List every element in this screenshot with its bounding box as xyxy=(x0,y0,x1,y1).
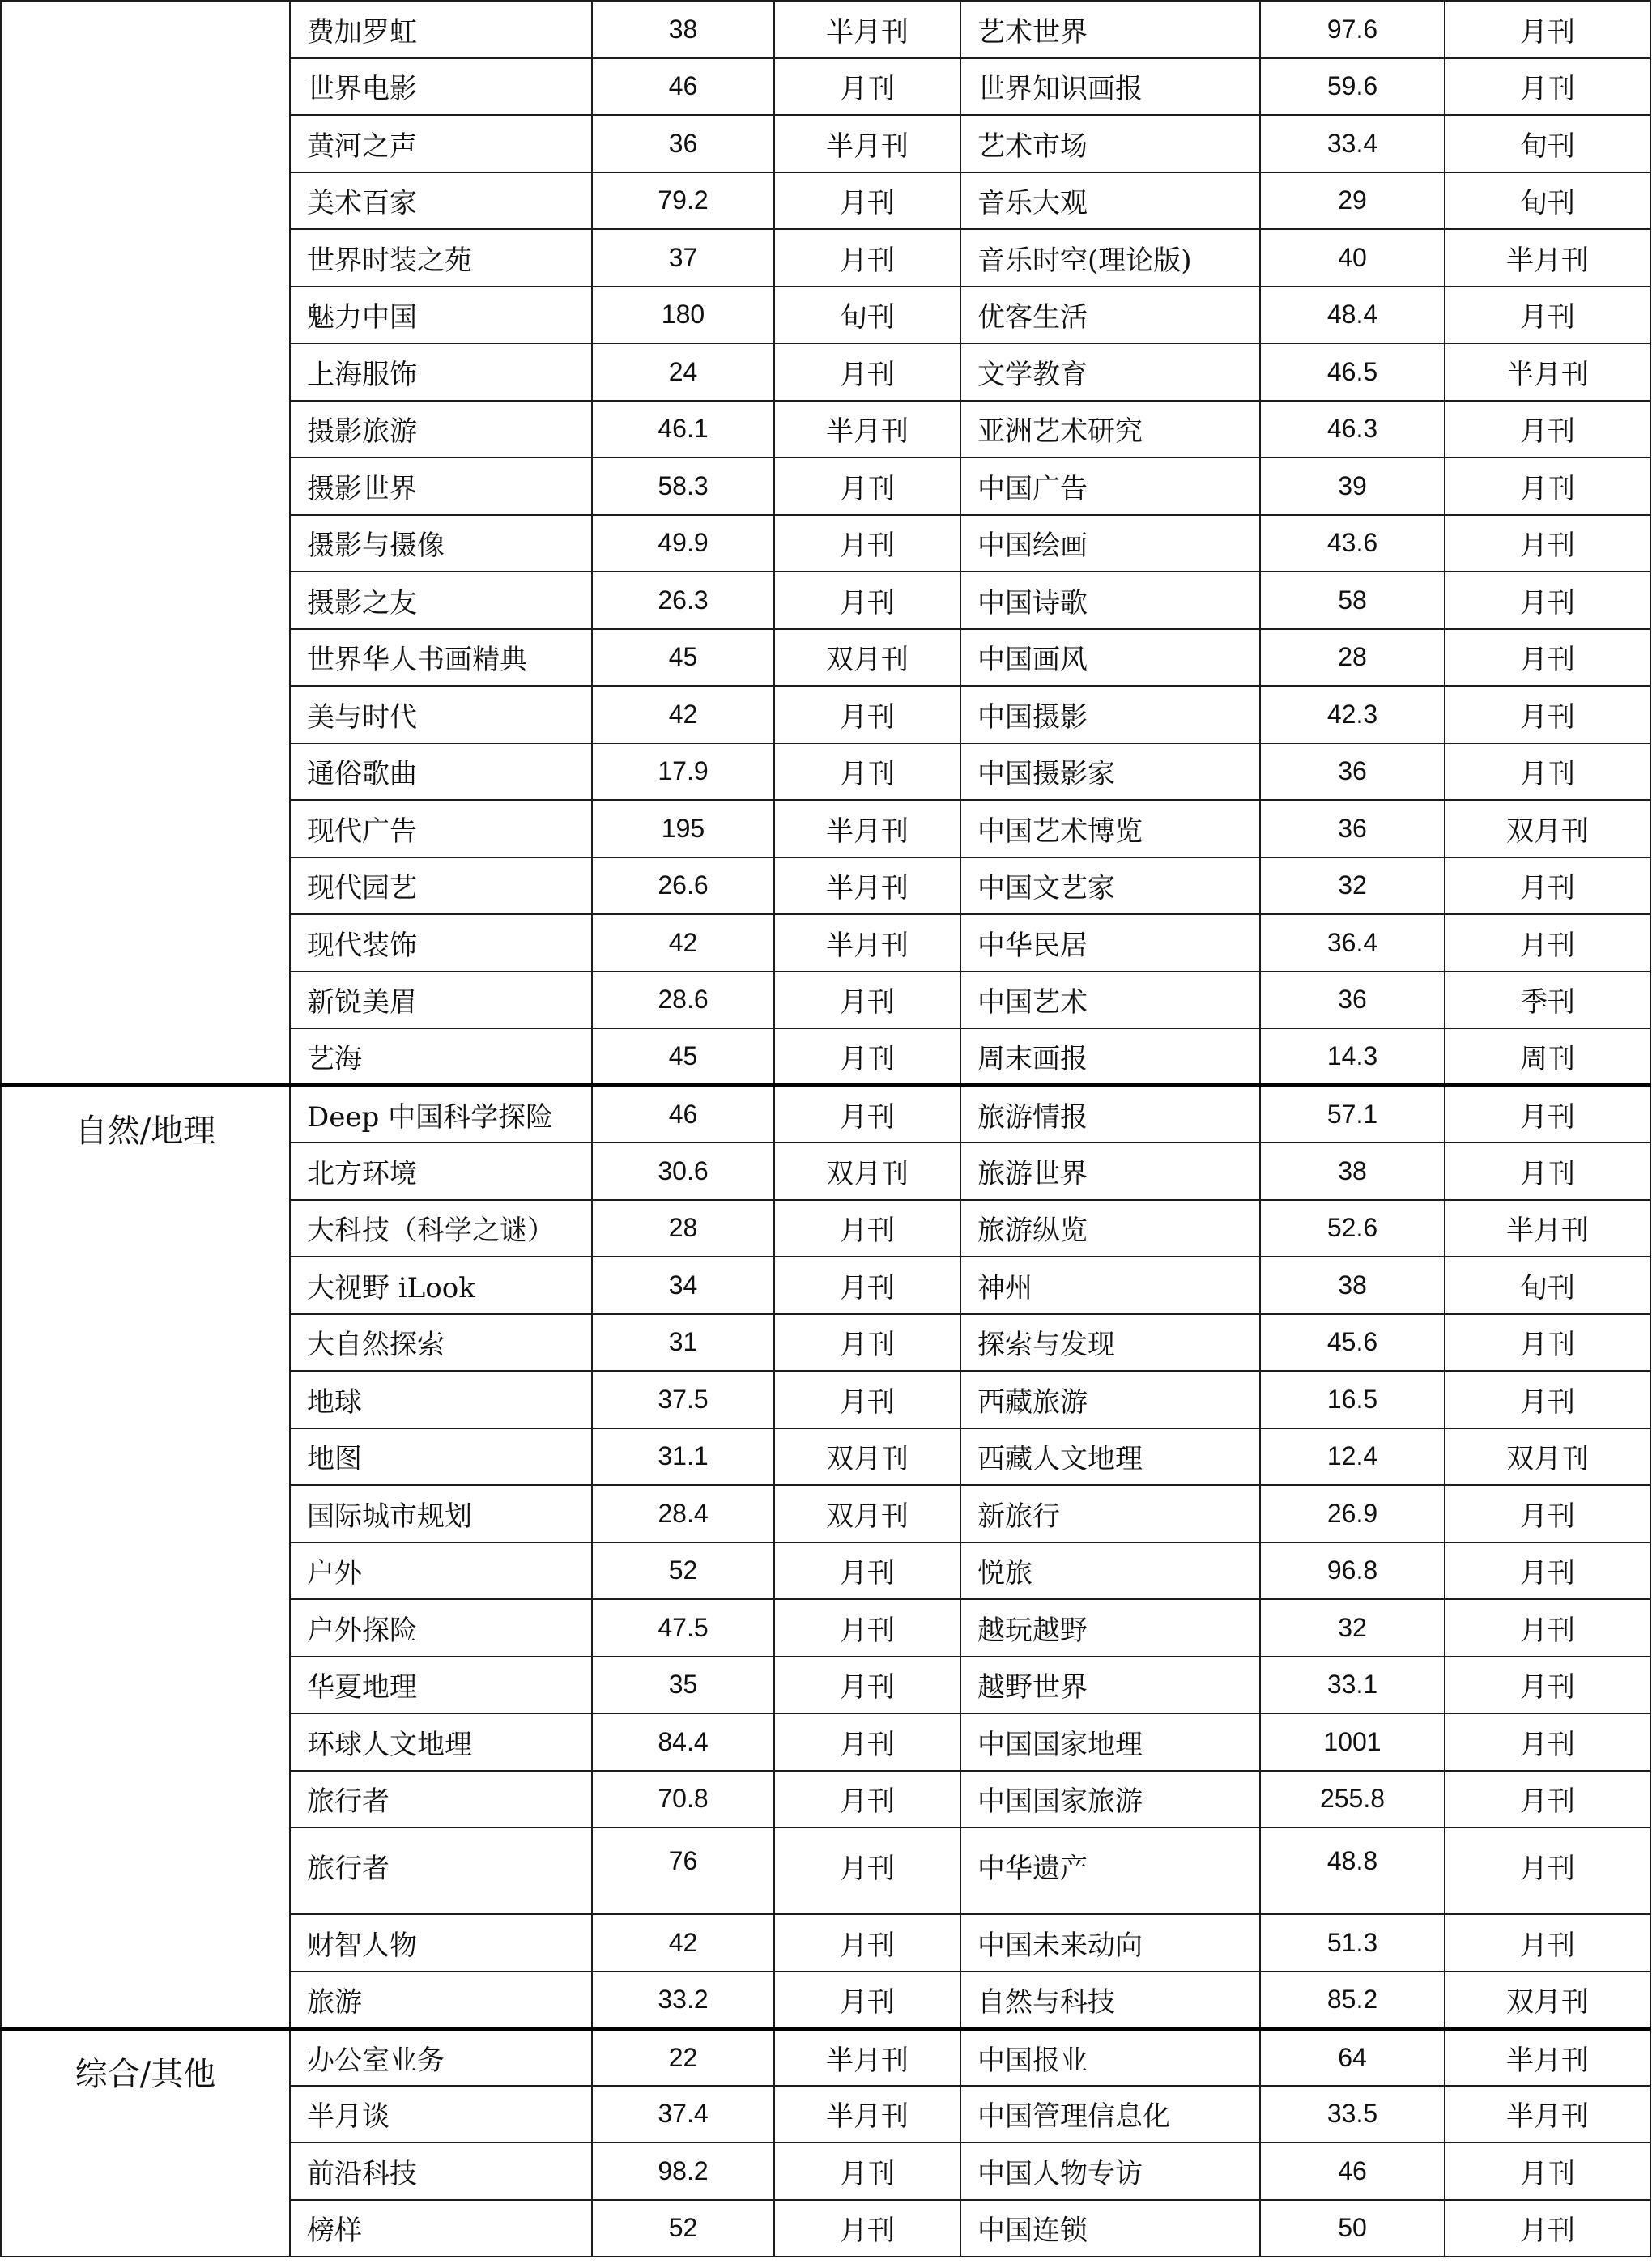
table-row xyxy=(1,1086,1650,1143)
publication-frequency: 旬刊 xyxy=(1445,1257,1650,1314)
publication-frequency: 月刊 xyxy=(1445,572,1650,629)
annual-price: 40 xyxy=(1260,229,1445,287)
publication-frequency: 月刊 xyxy=(1445,686,1650,743)
magazine-name: 现代广告 xyxy=(290,800,592,857)
magazine-name: 世界电影 xyxy=(290,58,592,116)
magazine-name: 户外 xyxy=(290,1542,592,1600)
annual-price: 255.8 xyxy=(1260,1771,1445,1828)
publication-frequency: 月刊 xyxy=(774,1542,960,1600)
magazine-name: Deep 中国科学探险 xyxy=(290,1086,592,1143)
publication-frequency: 月刊 xyxy=(1445,1771,1650,1828)
magazine-name: 环球人文地理 xyxy=(290,1713,592,1771)
publication-frequency: 半月刊 xyxy=(774,857,960,915)
magazine-name: 半月谈 xyxy=(290,2086,592,2143)
publication-frequency: 月刊 xyxy=(1445,58,1650,116)
annual-price: 28 xyxy=(1260,629,1445,687)
publication-frequency: 月刊 xyxy=(1445,1143,1650,1200)
magazine-name: 美与时代 xyxy=(290,686,592,743)
magazine-name: 旅行者 xyxy=(290,1771,592,1828)
magazine-name: 中国艺术博览 xyxy=(960,800,1260,857)
publication-frequency: 月刊 xyxy=(1445,1485,1650,1542)
publication-frequency: 月刊 xyxy=(1445,1713,1650,1771)
publication-frequency: 月刊 xyxy=(774,515,960,572)
publication-frequency: 月刊 xyxy=(1445,1314,1650,1372)
category-cell xyxy=(1,1,290,1086)
magazine-name: 越野世界 xyxy=(960,1657,1260,1714)
publication-frequency: 月刊 xyxy=(774,457,960,515)
publication-frequency: 月刊 xyxy=(774,343,960,401)
annual-price: 51.3 xyxy=(1260,1914,1445,1972)
magazine-name: 魅力中国 xyxy=(290,287,592,344)
annual-price: 22 xyxy=(592,2028,774,2086)
publication-frequency: 半月刊 xyxy=(774,115,960,172)
publication-frequency: 月刊 xyxy=(1445,1599,1650,1657)
annual-price: 26.9 xyxy=(1260,1485,1445,1542)
annual-price: 14.3 xyxy=(1260,1028,1445,1086)
annual-price: 26.3 xyxy=(592,572,774,629)
publication-frequency: 双月刊 xyxy=(774,1428,960,1486)
category-cell: 综合/其他 xyxy=(1,2028,290,2257)
magazine-name: 现代装饰 xyxy=(290,914,592,972)
publication-frequency: 月刊 xyxy=(1445,857,1650,915)
publication-frequency: 半月刊 xyxy=(774,2086,960,2143)
magazine-name: 旅行者 xyxy=(290,1828,592,1914)
publication-frequency: 月刊 xyxy=(1445,743,1650,801)
magazine-name: 艺术市场 xyxy=(960,115,1260,172)
annual-price: 59.6 xyxy=(1260,58,1445,116)
annual-price: 31 xyxy=(592,1314,774,1372)
annual-price: 29 xyxy=(1260,172,1445,230)
annual-price: 84.4 xyxy=(592,1713,774,1771)
annual-price: 52.6 xyxy=(1260,1200,1445,1257)
publication-frequency: 季刊 xyxy=(1445,972,1650,1029)
publication-frequency: 半月刊 xyxy=(774,2028,960,2086)
publication-frequency: 月刊 xyxy=(774,1599,960,1657)
magazine-name: 中国摄影家 xyxy=(960,743,1260,801)
magazine-name: 地图 xyxy=(290,1428,592,1486)
annual-price: 36.4 xyxy=(1260,914,1445,972)
magazine-name: 世界知识画报 xyxy=(960,58,1260,116)
annual-price: 33.4 xyxy=(1260,115,1445,172)
annual-price: 12.4 xyxy=(1260,1428,1445,1486)
magazine-name: 大视野 iLook xyxy=(290,1257,592,1314)
magazine-name: 新锐美眉 xyxy=(290,972,592,1029)
magazine-name: 榜样 xyxy=(290,2200,592,2257)
annual-price: 17.9 xyxy=(592,743,774,801)
magazine-name: 大科技（科学之谜） xyxy=(290,1200,592,1257)
publication-frequency: 半月刊 xyxy=(774,914,960,972)
magazine-name: 中国国家地理 xyxy=(960,1713,1260,1771)
annual-price: 32 xyxy=(1260,857,1445,915)
annual-price: 36 xyxy=(1260,972,1445,1029)
magazine-name: 美术百家 xyxy=(290,172,592,230)
magazine-name: 中国绘画 xyxy=(960,515,1260,572)
table-row xyxy=(1,1,1650,58)
publication-frequency: 半月刊 xyxy=(774,401,960,458)
publication-frequency: 月刊 xyxy=(774,1314,960,1372)
magazine-name: 中国人物专访 xyxy=(960,2142,1260,2200)
publication-frequency: 月刊 xyxy=(1445,457,1650,515)
publication-frequency: 双月刊 xyxy=(774,629,960,687)
magazine-name: 大自然探索 xyxy=(290,1314,592,1372)
annual-price: 57.1 xyxy=(1260,1086,1445,1143)
magazine-name: 世界时装之苑 xyxy=(290,229,592,287)
magazine-name: 国际城市规划 xyxy=(290,1485,592,1542)
magazine-name: 中华遗产 xyxy=(960,1828,1260,1914)
annual-price: 180 xyxy=(592,287,774,344)
publication-frequency: 月刊 xyxy=(1445,2142,1650,2200)
magazine-name: 音乐大观 xyxy=(960,172,1260,230)
magazine-name: 西藏旅游 xyxy=(960,1371,1260,1428)
annual-price: 49.9 xyxy=(592,515,774,572)
magazine-name: 自然与科技 xyxy=(960,1972,1260,2029)
annual-price: 36 xyxy=(592,115,774,172)
magazine-name: 旅游 xyxy=(290,1972,592,2029)
magazine-name: 艺术世界 xyxy=(960,1,1260,58)
publication-frequency: 月刊 xyxy=(1445,1914,1650,1972)
magazine-name: 摄影之友 xyxy=(290,572,592,629)
publication-frequency: 半月刊 xyxy=(1445,229,1650,287)
magazine-name: 旅游世界 xyxy=(960,1143,1260,1200)
annual-price: 38 xyxy=(1260,1257,1445,1314)
magazine-name: 中国画风 xyxy=(960,629,1260,687)
annual-price: 79.2 xyxy=(592,172,774,230)
publication-frequency: 月刊 xyxy=(774,1771,960,1828)
magazine-name: 财智人物 xyxy=(290,1914,592,1972)
magazine-name: 艺海 xyxy=(290,1028,592,1086)
annual-price: 28.6 xyxy=(592,972,774,1029)
magazine-name: 音乐时空(理论版) xyxy=(960,229,1260,287)
publication-frequency: 月刊 xyxy=(774,1086,960,1143)
publication-frequency: 双月刊 xyxy=(1445,1428,1650,1486)
annual-price: 85.2 xyxy=(1260,1972,1445,2029)
magazine-name: 中国文艺家 xyxy=(960,857,1260,915)
publication-frequency: 月刊 xyxy=(774,2142,960,2200)
annual-price: 42 xyxy=(592,914,774,972)
annual-price: 24 xyxy=(592,343,774,401)
magazine-name: 世界华人书画精典 xyxy=(290,629,592,687)
publication-frequency: 月刊 xyxy=(1445,1828,1650,1914)
magazine-name: 费加罗虹 xyxy=(290,1,592,58)
annual-price: 48.8 xyxy=(1260,1828,1445,1914)
magazine-name: 上海服饰 xyxy=(290,343,592,401)
publication-frequency: 月刊 xyxy=(774,1914,960,1972)
annual-price: 35 xyxy=(592,1657,774,1714)
publication-frequency: 月刊 xyxy=(774,1200,960,1257)
magazine-name: 中国管理信息化 xyxy=(960,2086,1260,2143)
annual-price: 97.6 xyxy=(1260,1,1445,58)
magazine-name: 摄影旅游 xyxy=(290,401,592,458)
annual-price: 52 xyxy=(592,2200,774,2257)
annual-price: 98.2 xyxy=(592,2142,774,2200)
annual-price: 45 xyxy=(592,1028,774,1086)
annual-price: 45 xyxy=(592,629,774,687)
publication-frequency: 月刊 xyxy=(774,572,960,629)
publication-frequency: 月刊 xyxy=(774,1257,960,1314)
publication-frequency: 月刊 xyxy=(1445,401,1650,458)
annual-price: 36 xyxy=(1260,743,1445,801)
publication-frequency: 月刊 xyxy=(1445,1371,1650,1428)
magazine-name: 中国摄影 xyxy=(960,686,1260,743)
magazine-name: 北方环境 xyxy=(290,1143,592,1200)
annual-price: 46 xyxy=(592,1086,774,1143)
magazine-name: 优客生活 xyxy=(960,287,1260,344)
annual-price: 37.5 xyxy=(592,1371,774,1428)
annual-price: 26.6 xyxy=(592,857,774,915)
publication-frequency: 月刊 xyxy=(1445,515,1650,572)
publication-frequency: 月刊 xyxy=(774,1713,960,1771)
annual-price: 1001 xyxy=(1260,1713,1445,1771)
magazine-table-body xyxy=(1,1,1650,2257)
annual-price: 46 xyxy=(592,58,774,116)
publication-frequency: 月刊 xyxy=(774,1828,960,1914)
publication-frequency: 月刊 xyxy=(1445,629,1650,687)
magazine-name: 悦旅 xyxy=(960,1542,1260,1600)
magazine-name: 旅游纵览 xyxy=(960,1200,1260,1257)
publication-frequency: 月刊 xyxy=(774,1657,960,1714)
annual-price: 38 xyxy=(592,1,774,58)
annual-price: 48.4 xyxy=(1260,287,1445,344)
publication-frequency: 月刊 xyxy=(1445,1086,1650,1143)
publication-frequency: 月刊 xyxy=(774,686,960,743)
annual-price: 37.4 xyxy=(592,2086,774,2143)
publication-frequency: 半月刊 xyxy=(1445,2086,1650,2143)
magazine-name: 新旅行 xyxy=(960,1485,1260,1542)
publication-frequency: 双月刊 xyxy=(1445,800,1650,857)
publication-frequency: 旬刊 xyxy=(1445,115,1650,172)
annual-price: 33.5 xyxy=(1260,2086,1445,2143)
publication-frequency: 月刊 xyxy=(774,972,960,1029)
publication-frequency: 月刊 xyxy=(774,1972,960,2029)
annual-price: 46.1 xyxy=(592,401,774,458)
magazine-name: 中国国家旅游 xyxy=(960,1771,1260,1828)
magazine-name: 通俗歌曲 xyxy=(290,743,592,801)
annual-price: 34 xyxy=(592,1257,774,1314)
annual-price: 28.4 xyxy=(592,1485,774,1542)
magazine-name: 黄河之声 xyxy=(290,115,592,172)
magazine-name: 中国未来动向 xyxy=(960,1914,1260,1972)
magazine-name: 户外探险 xyxy=(290,1599,592,1657)
magazine-name: 办公室业务 xyxy=(290,2028,592,2086)
annual-price: 70.8 xyxy=(592,1771,774,1828)
publication-frequency: 半月刊 xyxy=(774,1,960,58)
annual-price: 64 xyxy=(1260,2028,1445,2086)
annual-price: 46.3 xyxy=(1260,401,1445,458)
publication-frequency: 月刊 xyxy=(1445,2200,1650,2257)
magazine-name: 周末画报 xyxy=(960,1028,1260,1086)
publication-frequency: 旬刊 xyxy=(1445,172,1650,230)
annual-price: 46.5 xyxy=(1260,343,1445,401)
annual-price: 58.3 xyxy=(592,457,774,515)
publication-frequency: 双月刊 xyxy=(774,1485,960,1542)
table-row xyxy=(1,2028,1650,2086)
annual-price: 58 xyxy=(1260,572,1445,629)
publication-frequency: 月刊 xyxy=(774,1371,960,1428)
publication-frequency: 半月刊 xyxy=(1445,2028,1650,2086)
annual-price: 45.6 xyxy=(1260,1314,1445,1372)
publication-frequency: 月刊 xyxy=(774,58,960,116)
magazine-name: 探索与发现 xyxy=(960,1314,1260,1372)
magazine-name: 西藏人文地理 xyxy=(960,1428,1260,1486)
annual-price: 195 xyxy=(592,800,774,857)
publication-frequency: 旬刊 xyxy=(774,287,960,344)
publication-frequency: 月刊 xyxy=(774,743,960,801)
publication-frequency: 月刊 xyxy=(1445,914,1650,972)
annual-price: 33.1 xyxy=(1260,1657,1445,1714)
publication-frequency: 月刊 xyxy=(1445,1542,1650,1600)
magazine-name: 中国广告 xyxy=(960,457,1260,515)
magazine-name: 越玩越野 xyxy=(960,1599,1260,1657)
annual-price: 42 xyxy=(592,1914,774,1972)
magazine-name: 中国报业 xyxy=(960,2028,1260,2086)
magazine-name: 摄影与摄像 xyxy=(290,515,592,572)
magazine-name: 中国连锁 xyxy=(960,2200,1260,2257)
annual-price: 46 xyxy=(1260,2142,1445,2200)
magazine-name: 中华民居 xyxy=(960,914,1260,972)
publication-frequency: 月刊 xyxy=(1445,1657,1650,1714)
publication-frequency: 月刊 xyxy=(774,172,960,230)
publication-frequency: 半月刊 xyxy=(1445,343,1650,401)
annual-price: 50 xyxy=(1260,2200,1445,2257)
annual-price: 16.5 xyxy=(1260,1371,1445,1428)
annual-price: 38 xyxy=(1260,1143,1445,1200)
publication-frequency: 双月刊 xyxy=(774,1143,960,1200)
magazine-name: 摄影世界 xyxy=(290,457,592,515)
magazine-name: 现代园艺 xyxy=(290,857,592,915)
annual-price: 33.2 xyxy=(592,1972,774,2029)
publication-frequency: 月刊 xyxy=(1445,1,1650,58)
magazine-name: 中国诗歌 xyxy=(960,572,1260,629)
annual-price: 32 xyxy=(1260,1599,1445,1657)
annual-price: 37 xyxy=(592,229,774,287)
annual-price: 52 xyxy=(592,1542,774,1600)
annual-price: 42.3 xyxy=(1260,686,1445,743)
publication-frequency: 月刊 xyxy=(1445,287,1650,344)
annual-price: 39 xyxy=(1260,457,1445,515)
magazine-name: 亚洲艺术研究 xyxy=(960,401,1260,458)
annual-price: 43.6 xyxy=(1260,515,1445,572)
publication-frequency: 月刊 xyxy=(774,2200,960,2257)
magazine-name: 旅游情报 xyxy=(960,1086,1260,1143)
annual-price: 28 xyxy=(592,1200,774,1257)
publication-frequency: 半月刊 xyxy=(1445,1200,1650,1257)
annual-price: 42 xyxy=(592,686,774,743)
magazine-name: 地球 xyxy=(290,1371,592,1428)
publication-frequency: 半月刊 xyxy=(774,800,960,857)
annual-price: 30.6 xyxy=(592,1143,774,1200)
publication-frequency: 双月刊 xyxy=(1445,1972,1650,2029)
publication-frequency: 月刊 xyxy=(774,229,960,287)
magazine-name: 华夏地理 xyxy=(290,1657,592,1714)
annual-price: 76 xyxy=(592,1828,774,1914)
magazine-name: 神州 xyxy=(960,1257,1260,1314)
publication-frequency: 月刊 xyxy=(774,1028,960,1086)
magazine-name: 前沿科技 xyxy=(290,2142,592,2200)
publication-frequency: 周刊 xyxy=(1445,1028,1650,1086)
annual-price: 36 xyxy=(1260,800,1445,857)
magazine-name: 文学教育 xyxy=(960,343,1260,401)
annual-price: 31.1 xyxy=(592,1428,774,1486)
category-cell: 自然/地理 xyxy=(1,1086,290,2029)
annual-price: 47.5 xyxy=(592,1599,774,1657)
magazine-name: 中国艺术 xyxy=(960,972,1260,1029)
annual-price: 96.8 xyxy=(1260,1542,1445,1600)
